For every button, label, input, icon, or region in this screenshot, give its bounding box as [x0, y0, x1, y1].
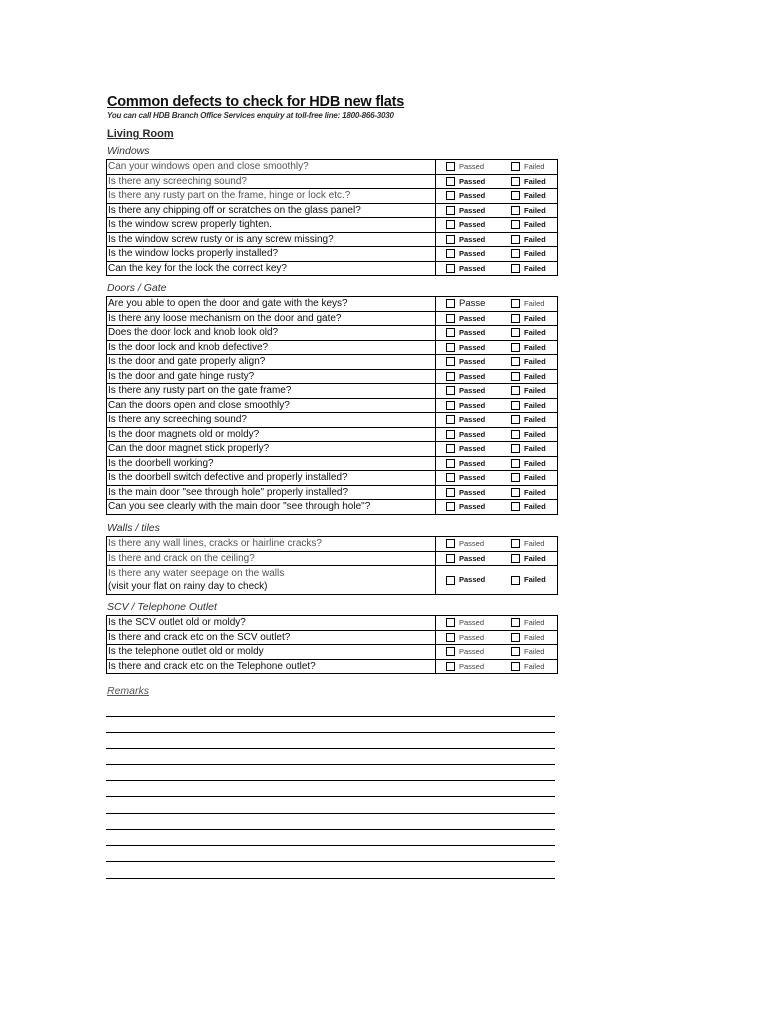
failed-checkbox[interactable]: Failed: [511, 262, 546, 276]
failed-checkbox[interactable]: Failed: [511, 175, 546, 189]
passed-checkbox[interactable]: Passed: [446, 471, 485, 485]
question-text: Can the doors open and close smoothly?: [108, 399, 290, 411]
question-text: Is there any screeching sound?: [108, 175, 247, 187]
checkbox-icon: [511, 488, 520, 497]
question-text: Is the doorbell working?: [108, 457, 214, 469]
passed-checkbox[interactable]: Passed: [446, 645, 484, 659]
checkbox-icon: [446, 249, 455, 258]
question-text: Is there any wall lines, cracks or hairline cracks?: [108, 538, 322, 549]
checkbox-icon: [446, 357, 455, 366]
table-row: [107, 189, 558, 204]
checkbox-icon: [511, 314, 520, 323]
question-text: Is there any rusty part on the gate frame?: [108, 385, 292, 396]
remark-line[interactable]: [106, 764, 555, 765]
passed-checkbox[interactable]: Passed: [446, 262, 485, 276]
checkbox-icon: [446, 459, 455, 468]
checkbox-icon: [511, 357, 520, 366]
table-row: [107, 203, 558, 218]
remark-line[interactable]: [106, 780, 555, 781]
question-text: Is there and crack etc on the SCV outlet?: [108, 631, 291, 643]
table-row: [107, 630, 558, 645]
remark-line[interactable]: [106, 796, 555, 797]
checkbox-icon: [511, 633, 520, 642]
table-row: [107, 340, 558, 355]
remarks-heading: Remarks: [107, 685, 150, 697]
checkbox-icon: [511, 459, 520, 468]
table-row: [107, 645, 558, 660]
remark-line[interactable]: [106, 748, 555, 749]
table-row: [107, 442, 558, 457]
question-text: Can your windows open and close smoothly?: [108, 161, 309, 172]
checkbox-icon: [511, 430, 520, 439]
passed-checkbox[interactable]: Passed: [446, 355, 485, 369]
checkbox-icon: [446, 502, 455, 511]
checkbox-icon: [511, 372, 520, 381]
remark-line[interactable]: [106, 829, 555, 830]
checkbox-icon: [446, 386, 455, 395]
remark-line[interactable]: [106, 732, 555, 733]
passed-checkbox[interactable]: Passed: [446, 233, 485, 247]
remark-line[interactable]: [106, 813, 555, 814]
table-row: [107, 297, 558, 312]
checkbox-icon: [511, 415, 520, 424]
passed-checkbox[interactable]: Passed: [446, 566, 485, 594]
passed-checkbox[interactable]: Passed: [446, 399, 485, 413]
question-text: Is the window screw rusty or is any screw missing?: [108, 233, 334, 245]
passed-checkbox[interactable]: Passed: [446, 500, 485, 514]
question-text: Is there and crack etc on the Telephone outlet?: [108, 660, 316, 672]
remark-line[interactable]: [106, 716, 555, 717]
walls-checklist: [106, 536, 558, 595]
checkbox-icon: [446, 314, 455, 323]
checkbox-icon: [446, 647, 455, 656]
failed-checkbox[interactable]: Failed: [511, 247, 546, 261]
question-text: Is the door and gate properly align?: [108, 356, 266, 367]
failed-checkbox[interactable]: Failed: [511, 500, 546, 514]
table-row: [107, 384, 558, 399]
table-row: [107, 355, 558, 370]
passed-checkbox[interactable]: Passed: [446, 428, 485, 442]
checkbox-icon: [446, 576, 455, 585]
checkbox-icon: [446, 430, 455, 439]
checkbox-icon: [511, 554, 520, 563]
section-title-walls: Walls / tiles: [107, 522, 160, 534]
question-note: (visit your flat on rainy day to check): [108, 581, 268, 592]
checkbox-icon: [511, 235, 520, 244]
failed-checkbox[interactable]: Failed: [511, 631, 544, 645]
failed-checkbox[interactable]: Failed: [511, 326, 546, 340]
failed-checkbox[interactable]: Failed: [511, 218, 546, 232]
question-text: Is the telephone outlet old or moldy: [108, 646, 264, 657]
table-row: [107, 160, 558, 175]
checkbox-icon: [511, 618, 520, 627]
failed-checkbox[interactable]: Failed: [511, 233, 546, 247]
failed-checkbox[interactable]: Failed: [511, 428, 546, 442]
question-text: Is there any loose mechanism on the door and gate?: [108, 312, 342, 324]
failed-checkbox[interactable]: Failed: [511, 552, 546, 566]
failed-checkbox[interactable]: Failed: [511, 471, 546, 485]
question-text: Is the window locks properly installed?: [108, 248, 279, 259]
question-text: Is the SCV outlet old or moldy?: [108, 617, 246, 628]
checkbox-icon: [511, 539, 520, 548]
failed-checkbox[interactable]: Failed: [511, 297, 544, 311]
question-text: Can the key for the lock the correct key?: [108, 262, 287, 274]
table-row: [107, 232, 558, 247]
passed-checkbox[interactable]: Passed: [446, 486, 485, 500]
question-text: Is the door and gate hinge rusty?: [108, 370, 255, 382]
checkbox-icon: [446, 415, 455, 424]
checkbox-icon: [511, 386, 520, 395]
checkbox-icon: [511, 177, 520, 186]
table-row: [107, 659, 558, 674]
table-row: [107, 471, 558, 486]
failed-checkbox[interactable]: Failed: [511, 355, 546, 369]
passed-checkbox[interactable]: Passed: [446, 189, 485, 203]
checkbox-icon: [446, 554, 455, 563]
section-title-scv: SCV / Telephone Outlet: [107, 601, 217, 613]
passed-checkbox[interactable]: Passed: [446, 204, 485, 218]
room-heading: Living Room: [107, 128, 174, 140]
failed-checkbox[interactable]: Failed: [511, 566, 546, 594]
checkbox-icon: [511, 220, 520, 229]
failed-checkbox[interactable]: Failed: [511, 660, 544, 674]
table-row: [107, 537, 558, 552]
remark-line[interactable]: [106, 878, 555, 879]
checkbox-icon: [511, 343, 520, 352]
checkbox-icon: [511, 206, 520, 215]
failed-checkbox[interactable]: Failed: [511, 645, 544, 659]
passed-checkbox[interactable]: Passed: [446, 160, 484, 174]
table-row: [107, 247, 558, 262]
passed-checkbox[interactable]: Passed: [446, 413, 485, 427]
table-row: [107, 566, 558, 595]
checkbox-icon: [511, 647, 520, 656]
question-text: Can the door magnet stick properly?: [108, 443, 270, 454]
question-text: Is the main door "see through hole" properly installed?: [108, 486, 349, 498]
checkbox-icon: [511, 473, 520, 482]
passed-checkbox[interactable]: Passed: [446, 384, 485, 398]
checkbox-icon: [511, 502, 520, 511]
checkbox-icon: [446, 235, 455, 244]
checkbox-icon: [511, 249, 520, 258]
table-row: [107, 551, 558, 566]
table-row: [107, 616, 558, 631]
checkbox-icon: [446, 401, 455, 410]
question-text: Is there and crack on the ceiling?: [108, 552, 255, 564]
failed-checkbox[interactable]: Failed: [511, 204, 546, 218]
doors-checklist: [106, 296, 558, 515]
question-text: Is there any chipping off or scratches on the glass panel?: [108, 204, 361, 216]
checkbox-icon: [511, 299, 520, 308]
question-text: Are you able to open the door and gate with the keys?: [108, 298, 348, 309]
checkbox-icon: [446, 473, 455, 482]
question-text: Is there any rusty part on the frame, hinge or lock etc.?: [108, 190, 351, 201]
failed-checkbox[interactable]: Failed: [511, 312, 546, 326]
checkbox-icon: [446, 539, 455, 548]
checkbox-icon: [511, 328, 520, 337]
passed-checkbox[interactable]: Passed: [446, 457, 485, 471]
checkbox-icon: [511, 401, 520, 410]
table-row: [107, 485, 558, 500]
checkbox-icon: [511, 662, 520, 671]
passed-checkbox[interactable]: Passed: [446, 218, 485, 232]
question-text: Is there any screeching sound?: [108, 414, 247, 425]
failed-checkbox[interactable]: Failed: [511, 189, 546, 203]
passed-checkbox[interactable]: Passed: [446, 660, 484, 674]
section-title-windows: Windows: [107, 145, 150, 157]
passed-checkbox[interactable]: Passe: [446, 297, 485, 311]
passed-checkbox[interactable]: Passed: [446, 552, 485, 566]
checkbox-icon: [511, 162, 520, 171]
table-row: [107, 218, 558, 233]
checkbox-icon: [446, 162, 455, 171]
section-title-doors: Doors / Gate: [107, 282, 167, 294]
passed-checkbox[interactable]: Passed: [446, 537, 484, 551]
hotline-subtitle: You can call HDB Branch Office Services enquiry at toll-free line: 1800-866-3030: [107, 111, 394, 120]
passed-checkbox[interactable]: Passed: [446, 631, 484, 645]
remark-line[interactable]: [106, 861, 555, 862]
checkbox-icon: [446, 618, 455, 627]
checkbox-icon: [446, 299, 455, 308]
failed-checkbox[interactable]: Failed: [511, 457, 546, 471]
remark-line[interactable]: [106, 845, 555, 846]
checkbox-icon: [446, 372, 455, 381]
table-row: [107, 369, 558, 384]
passed-checkbox[interactable]: Passed: [446, 175, 485, 189]
table-row: [107, 456, 558, 471]
question-text: Is there any water seepage on the walls: [108, 567, 285, 579]
question-text: Does the door lock and knob look old?: [108, 327, 279, 338]
failed-checkbox[interactable]: Failed: [511, 616, 544, 630]
failed-checkbox[interactable]: Failed: [511, 537, 544, 551]
question-text: Is the doorbell switch defective and properly installed?: [108, 472, 348, 483]
failed-checkbox[interactable]: Failed: [511, 486, 546, 500]
passed-checkbox[interactable]: Passed: [446, 442, 485, 456]
checkbox-icon: [446, 444, 455, 453]
document-title: Common defects to check for HDB new flats: [107, 94, 405, 110]
checkbox-icon: [446, 191, 455, 200]
scv-checklist: [106, 615, 558, 674]
passed-checkbox[interactable]: Passed: [446, 326, 485, 340]
checkbox-icon: [446, 264, 455, 273]
checkbox-icon: [511, 191, 520, 200]
passed-checkbox[interactable]: Passed: [446, 341, 485, 355]
failed-checkbox[interactable]: Failed: [511, 341, 546, 355]
checkbox-icon: [446, 206, 455, 215]
checkbox-icon: [446, 488, 455, 497]
checkbox-icon: [511, 444, 520, 453]
table-row: [107, 427, 558, 442]
table-row: [107, 500, 558, 515]
question-text: Is the door lock and knob defective?: [108, 341, 269, 353]
windows-checklist: [106, 159, 558, 276]
checkbox-icon: [511, 264, 520, 273]
checkbox-icon: [446, 328, 455, 337]
failed-checkbox[interactable]: Failed: [511, 370, 546, 384]
question-text: Is the window screw properly tighten.: [108, 219, 272, 230]
table-row: [107, 311, 558, 326]
question-text: Can you see clearly with the main door "see through hole"?: [108, 501, 371, 512]
table-row: [107, 174, 558, 189]
table-row: [107, 413, 558, 428]
failed-checkbox[interactable]: Failed: [511, 413, 546, 427]
failed-checkbox[interactable]: Failed: [511, 442, 546, 456]
checkbox-icon: [446, 220, 455, 229]
question-text: Is the door magnets old or moldy?: [108, 428, 260, 440]
failed-checkbox[interactable]: Failed: [511, 160, 544, 174]
checkbox-icon: [446, 177, 455, 186]
checkbox-icon: [446, 343, 455, 352]
passed-checkbox[interactable]: Passed: [446, 312, 485, 326]
table-row: [107, 261, 558, 276]
table-row: [107, 398, 558, 413]
checkbox-icon: [446, 662, 455, 671]
table-row: [107, 326, 558, 341]
passed-checkbox[interactable]: Passed: [446, 370, 485, 384]
failed-checkbox[interactable]: Failed: [511, 384, 546, 398]
checkbox-icon: [511, 576, 520, 585]
passed-checkbox[interactable]: Passed: [446, 247, 485, 261]
failed-checkbox[interactable]: Failed: [511, 399, 546, 413]
passed-checkbox[interactable]: Passed: [446, 616, 484, 630]
checkbox-icon: [446, 633, 455, 642]
